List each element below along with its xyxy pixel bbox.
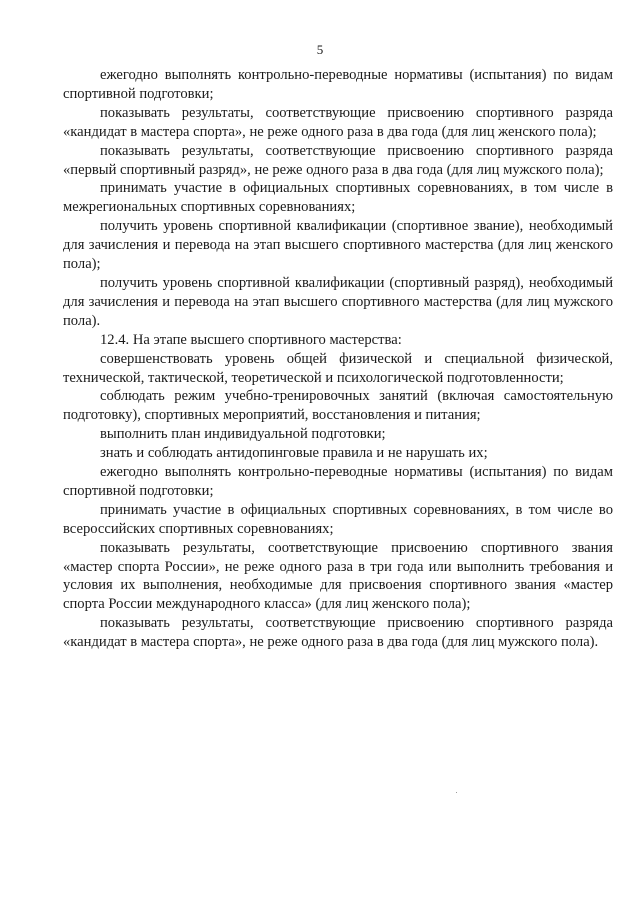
paragraph: показывать результаты, соответствующие присвоению спортивного разряда «кандидат в мастера спорта», не реже одного раза в два года (для лиц женского пола); xyxy=(63,104,613,140)
paragraph: совершенствовать уровень общей физической и специальной физической, технической, тактической, теоретической и психологической подготовленности; xyxy=(63,350,613,386)
paragraph: ежегодно выполнять контрольно-переводные нормативы (испытания) по видам спортивной подготовки; xyxy=(63,464,613,499)
scan-speck xyxy=(456,792,457,793)
paragraph: показывать результаты, соответствующие присвоению спортивного разряда «кандидат в мастера спорта», не реже одного раза в два года (для лиц мужского пола). xyxy=(63,615,613,651)
paragraph: знать и соблюдать антидопинговые правила и не нарушать их; xyxy=(100,445,488,462)
paragraph: показывать результаты, соответствующие присвоению спортивного разряда «первый спортивный разряд», не реже одного раза в два года (для лиц мужского пола); xyxy=(63,142,613,178)
paragraph: получить уровень спортивной квалификации (спортивный разряд), необходимый для зачисления и перевода на этап высшего спортивного мастерства (для лиц мужского пола). xyxy=(63,274,613,329)
paragraph: показывать результаты, соответствующие присвоению спортивного звания «мастер спорта России», не реже одного раза в три года или выполнить требования и условия их выполнения, необходимые для присвоения спортивного звания «мастер спорта России международного класса» (для лиц женского пола); xyxy=(63,539,613,613)
paragraph: соблюдать режим учебно-тренировочных занятий (включая самостоятельную подготовку), спортивных мероприятий, восстановления и питания; xyxy=(63,388,613,424)
section-heading: 12.4. На этапе высшего спортивного мастерства: xyxy=(100,331,402,348)
document-body xyxy=(63,66,613,652)
paragraph: выполнить план индивидуальной подготовки; xyxy=(100,426,386,443)
paragraph: получить уровень спортивной квалификации (спортивное звание), необходимый для зачисления и перевода на этап высшего спортивного мастерства (для лиц женского пола); xyxy=(63,218,613,273)
paragraph: принимать участие в официальных спортивных соревнованиях, в том числе во всероссийских спортивных соревнованиях; xyxy=(63,501,613,537)
paragraph: ежегодно выполнять контрольно-переводные нормативы (испытания) по видам спортивной подготовки; xyxy=(63,67,613,102)
paragraph: принимать участие в официальных спортивных соревнованиях, в том числе в межрегиональных спортивных соревнованиях; xyxy=(63,180,613,216)
page-number: 5 xyxy=(316,42,324,57)
